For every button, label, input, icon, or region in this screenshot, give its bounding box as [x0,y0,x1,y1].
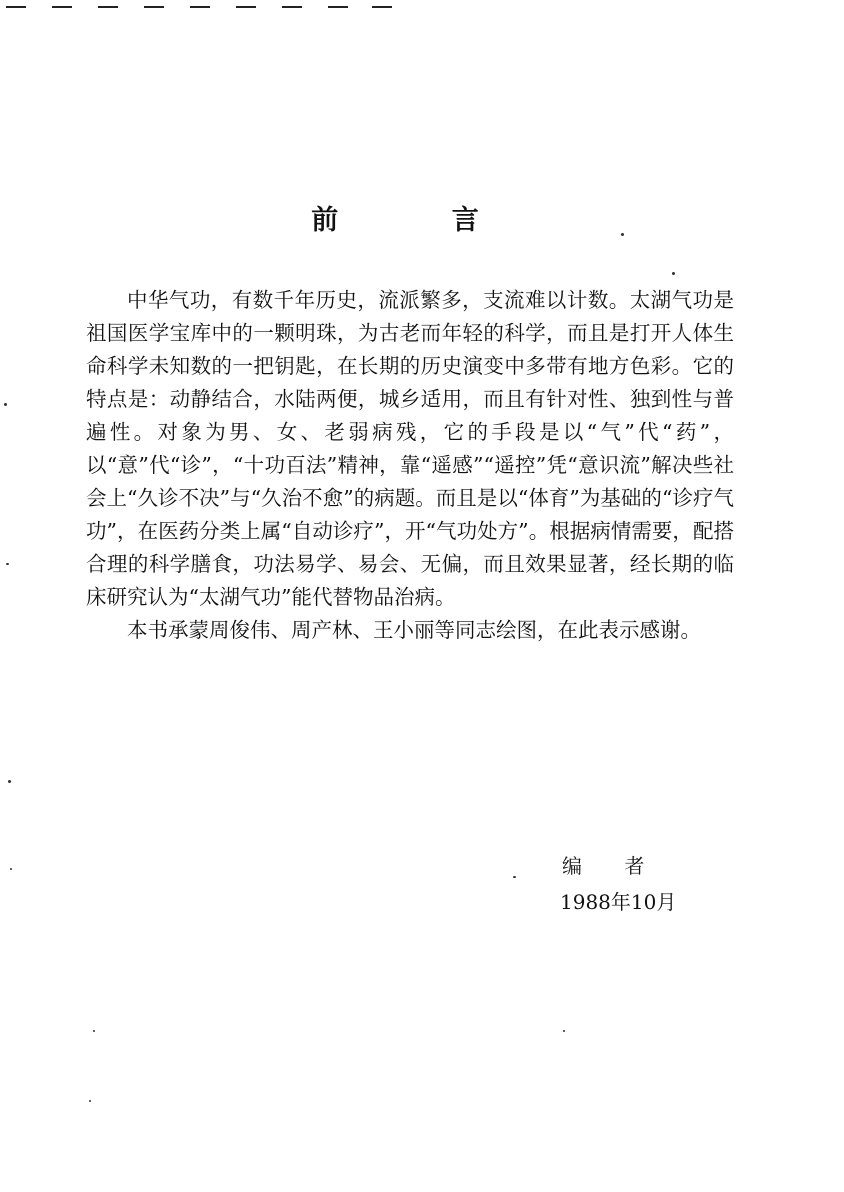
page-title: 前 言 [311,205,531,236]
scan-speck [672,272,675,275]
dash-mark [190,6,210,8]
scan-speck [93,1030,95,1032]
dash-mark [328,6,348,8]
preface-body [86,284,734,647]
preface-paragraph: 中华气功，有数千年历史，流派繁多，支流难以计数。太湖气功是祖国医学宝库中的一颗明珠，为古老而年轻的科学，而且是打开人体生命科学未知数的一把钥匙，在长期的历史演变中多带有地方色彩。它的特点是：动静结合，水陆两便，城乡适用，而且有针对性、独到性与普遍性。对象为男、女、老弱病残，它的手段是以“气”代“药”，以“意”代“诊”，“十功百法”精神，靠“遥感”“遥控”凭“意识流”解决些社会上“久诊不决”与“久治不愈”的病题。而且是以“体育”为基础的“诊疗气功”，在医药分类上属“自动诊疗”，开“气功处方”。根据病情需要，配搭合理的科学膳食，功法易学、易会、无偏，而且效果显著，经长期的临床研究认为“太湖气功”能代替物品治病。 [86,288,734,609]
scan-speck [563,1030,565,1032]
top-edge-dashes [0,0,420,14]
dash-mark [6,6,26,8]
scan-speck [10,868,12,870]
dash-mark [236,6,256,8]
scan-speck [621,233,624,236]
signature-date: 1988年10月 [560,890,677,914]
dash-mark [98,6,118,8]
signature-block [560,848,676,920]
dash-mark [372,6,392,8]
scan-speck [513,876,516,878]
scan-speck [89,1100,91,1102]
signature-author: 编 者 [562,854,663,878]
scan-speck [6,563,9,565]
scan-speck [8,780,11,783]
dash-mark [144,6,164,8]
scan-speck [4,403,7,406]
dash-mark [52,6,72,8]
preface-paragraph: 本书承蒙周俊伟、周产林、王小丽等同志绘图，在此表示感谢。 [127,618,701,642]
dash-mark [282,6,302,8]
